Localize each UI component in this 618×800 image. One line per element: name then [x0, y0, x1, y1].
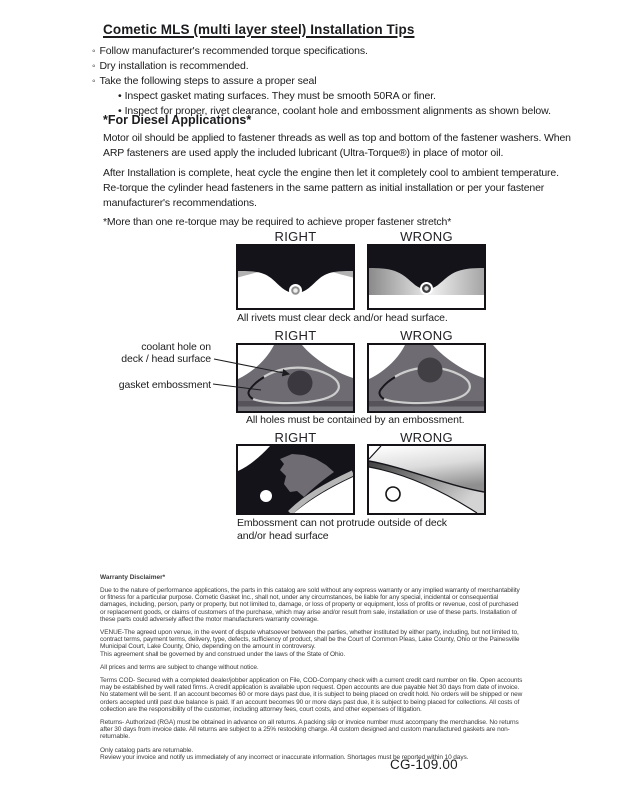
tip-bullet-text: Dry installation is recommended.	[99, 60, 249, 72]
row3-caption-line2: and/or head surface	[237, 530, 329, 542]
rivet-clearance-wrong-diagram	[367, 244, 486, 310]
tip-bullet	[92, 44, 572, 59]
gasket-embossment-label-text: gasket embossment	[118, 379, 211, 391]
legal-paragraph: All prices and terms are subject to change without notice.	[100, 663, 259, 671]
page-title: Cometic MLS (multi layer steel) Installation Tips	[103, 22, 415, 37]
warranty-disclaimer-section	[100, 574, 524, 761]
retorque-note: *More than one re-torque may be required to achieve proper fastener stretch*	[103, 216, 452, 228]
row1-caption: All rivets must clear deck and/or head surface.	[237, 312, 448, 324]
legal-paragraph: Due to the nature of performance applications, the parts in this catalog are sold without any express warranty or any implied warranty of merchantability or fitness for a particular purpose. Cometic Gasket Inc., shall not, under any circumstances, be liable for any special, incidental or consequential damages, including, person, party or property, but not limited to, damage, or loss of property or equipment, loss of profits or revenue, cost of purchased or replacement goods, or claims of customers of the purchase, which may arise and/or result from sale, installation or use of these parts. Installation of these parts could adversely affect the motor manufacturers warranty coverage.	[100, 587, 520, 623]
row3-wrong-label: WRONG	[400, 430, 453, 445]
tip-sub-bullet-text: Inspect for proper, rivet clearance, coolant hole and embossment alignments as shown below.	[124, 105, 551, 117]
embossment-protrusion-right-diagram	[236, 444, 355, 515]
embossment-protrusion-wrong-diagram	[367, 444, 486, 515]
tip-sub-bullet	[92, 89, 572, 104]
row3-right-label: RIGHT	[274, 430, 317, 445]
row2-caption: All holes must be contained by an embossment.	[246, 414, 465, 426]
tip-bullet-text: Follow manufacturer's recommended torque specifications.	[99, 45, 368, 57]
legal-paragraph: Terms COD- Secured with a completed dealer/jobber application on File, COD-Company check with a current credit card number on file. Open accounts may be established by well rated firms. A credit application is available upon request. Open accounts are due payable Net 30 days from date of invoice. No statement will be sent. If an account becomes 60 or more days past due, it is subject to being placed on credit hold. No orders will be shipped or new orders accepted until past due balance is paid. If an account becomes 90 or more days past due, it is subject to being placed for collections. All costs of collection are the responsibility of the customer, including attorney fees, court costs, and other expenses of litigation.	[100, 677, 523, 713]
row3-caption-line1: Embossment can not protrude outside of deck	[237, 517, 447, 529]
row2-wrong-label: WRONG	[400, 328, 453, 343]
coolant-hole-label	[90, 341, 211, 365]
coolant-hole-icon	[288, 371, 313, 396]
tip-bullet	[92, 59, 572, 74]
legal-paragraph: Review your invoice and notify us immediately of any incorrect or inaccurate information. Shortages must be reported within 10 days.	[100, 753, 469, 761]
coolant-hole-label-line1: coolant hole on	[141, 341, 211, 353]
row1-wrong-label: WRONG	[400, 229, 453, 244]
row2-right-label: RIGHT	[274, 328, 317, 343]
legal-paragraph: Only catalog parts are returnable.	[100, 746, 194, 754]
diesel-paragraph-1: Motor oil should be applied to fastener threads as well as top and bottom of the fastener washers. When ARP fasteners are used apply the included lubricant (Ultra-Torque®) in place of motor oil.	[103, 132, 571, 159]
coolant-hole-label-line2: deck / head surface	[121, 353, 211, 365]
diesel-section-heading: *For Diesel Applications*	[103, 113, 252, 127]
tip-bullet	[92, 74, 572, 89]
warranty-disclaimer-heading: Warranty Disclaimer*	[100, 574, 166, 581]
row3-caption	[237, 517, 447, 543]
bolt-hole-icon	[386, 487, 400, 501]
embossment-containment-wrong-diagram	[367, 343, 486, 413]
tip-bullet-text: Take the following steps to assure a proper seal	[99, 75, 317, 87]
bolt-hole-icon	[260, 490, 272, 502]
tips-list	[92, 44, 572, 119]
diesel-paragraph-2: After Installation is complete, heat cycle the engine then let it completely cool to ambient temperature. Re-torque the cylinder head fasteners in the same pattern as initial installation or per your fastener manufacturer's recommendations.	[103, 167, 559, 209]
rivet-clearance-right-diagram	[236, 244, 355, 310]
legal-paragraph: This agreement shall be governed by and construed under the laws of the State of Ohio.	[100, 650, 346, 658]
legal-paragraph: VENUE-The agreed upon venue, in the event of dispute whatsoever between the parties, whether instituted by either party, including, but not limited to, contract terms, payment terms, delivery, type, defects, sufficiency of product, shall be the Court of Common Pleas, Lake County, Ohio or the Painesville Municipal Court, Lake County, Ohio, depending on the amount in controversy.	[100, 629, 520, 651]
embossment-containment-right-diagram	[236, 343, 355, 413]
row1-right-label: RIGHT	[274, 229, 317, 244]
tip-sub-bullet-text: Inspect gasket mating surfaces. They must be smooth 50RA or finer.	[124, 90, 436, 102]
coolant-hole-icon	[418, 358, 443, 383]
legal-paragraph: Returns- Authorized (RGA) must be obtained in advance on all returns. A packing slip or invoice number must accompany the merchandise. No returns after 30 days from invoice date. All returns are subject to a 25% restocking charge. All custom designed and custom manufactured gaskets are non-returnable.	[100, 719, 519, 741]
gasket-embossment-label	[90, 379, 211, 391]
doc-code: CG-109.00	[390, 757, 458, 772]
